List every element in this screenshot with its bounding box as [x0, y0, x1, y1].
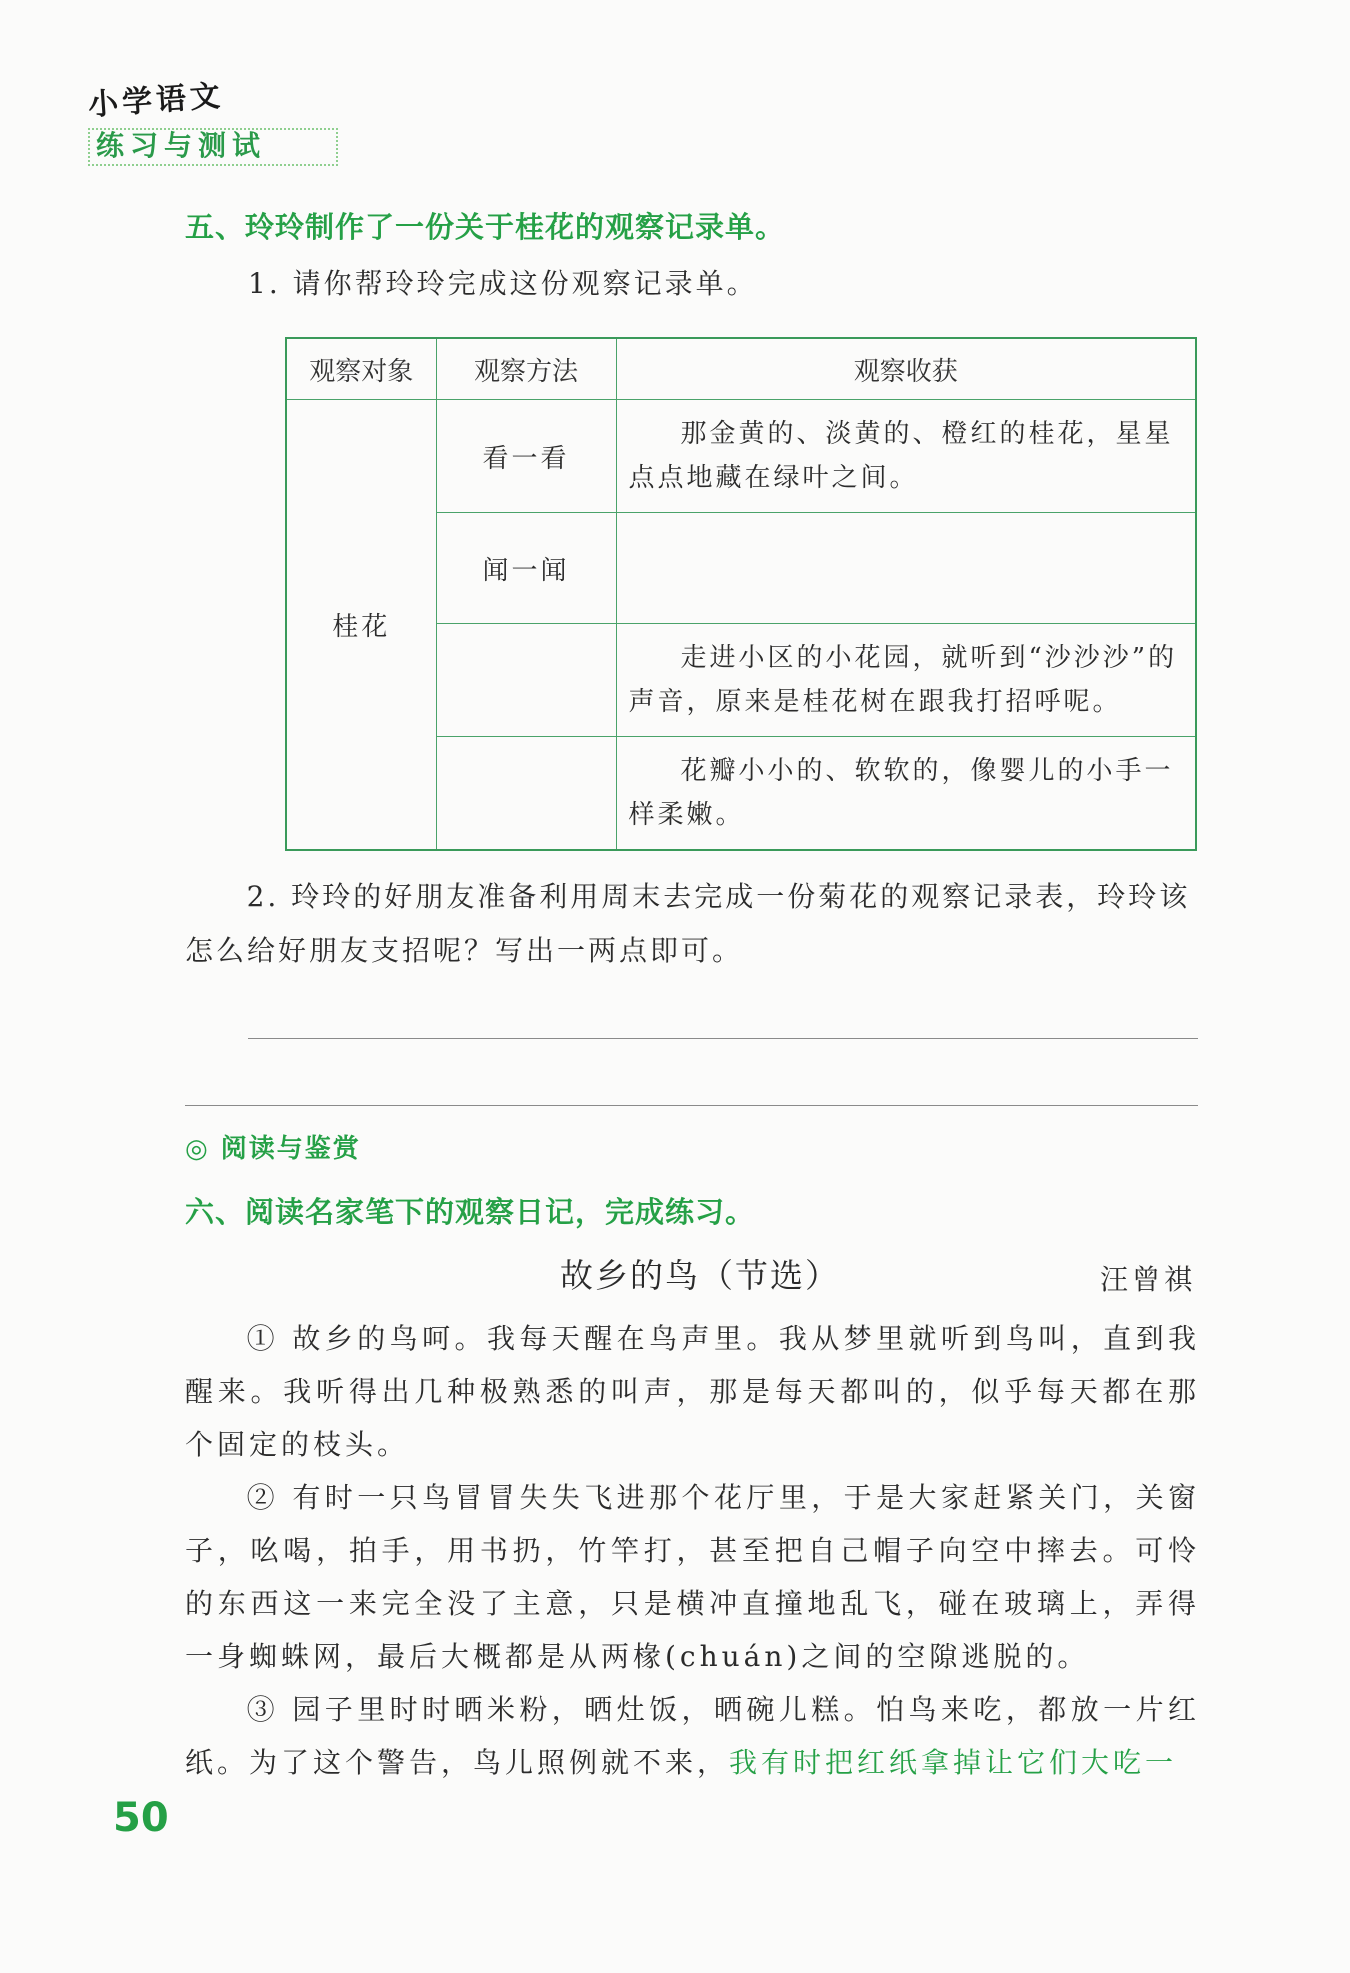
article-body: [185, 1312, 1200, 1789]
method-cell: 闻一闻: [436, 513, 616, 624]
gain-cell: 花瓣小小的、软软的，像婴儿的小手一样柔嫩。: [616, 737, 1196, 851]
header-object: 观察对象: [286, 338, 436, 400]
question-6-heading: 六、阅读名家笔下的观察日记，完成练习。: [185, 1195, 756, 1229]
table-header-row: [286, 338, 1196, 400]
answer-line[interactable]: [248, 1038, 1198, 1039]
method-answer-blank[interactable]: [436, 624, 616, 737]
question-5-heading: 五、玲玲制作了一份关于桂花的观察记录单。: [185, 210, 786, 244]
section-title-text: 阅读与鉴赏: [220, 1134, 361, 1164]
question-5-2-prompt: 2. 玲玲的好朋友准备利用周末去完成一份菊花的观察记录表，玲玲该怎么给好朋友支招呢？写出一两点即可。: [185, 880, 1191, 967]
paragraph-3: [185, 1683, 1200, 1789]
series-title: 小学语文: [87, 78, 226, 123]
article-title: 故乡的鸟（节选）: [560, 1256, 840, 1295]
observation-table: [285, 337, 1197, 851]
gain-cell: 那金黄的、淡黄的、橙红的桂花，星星点点地藏在绿叶之间。: [616, 400, 1196, 513]
method-answer-blank[interactable]: [436, 737, 616, 851]
paragraph-1: ① 故乡的鸟呵。我每天醒在鸟声里。我从梦里就听到鸟叫，直到我醒来。我听得出几种极熟悉的叫声，那是每天都叫的，似乎每天都在那个固定的枝头。: [185, 1322, 1200, 1461]
section-title: [185, 1128, 361, 1165]
question-5-1-prompt: 1. 请你帮玲玲完成这份观察记录单。: [248, 267, 758, 300]
paragraph-3-text: ③ 园子里时时晒米粉，晒灶饭，晒碗儿糕。怕鸟来吃，都放一片红纸。为了这个警告，鸟儿照例就不来，: [185, 1693, 1200, 1779]
series-subtitle: 练习与测试: [88, 128, 338, 166]
observed-object-cell: 桂花: [286, 400, 436, 851]
header-method: 观察方法: [436, 338, 616, 400]
gain-answer-blank[interactable]: [616, 513, 1196, 624]
double-circle-icon: ◎: [185, 1134, 210, 1164]
method-cell: 看一看: [436, 400, 616, 513]
header-gain: 观察收获: [616, 338, 1196, 400]
highlighted-sentence: 我有时把红纸拿掉让它们大吃一: [729, 1746, 1178, 1779]
table-row: [286, 400, 1196, 513]
article-author: 汪曾祺: [1100, 1263, 1197, 1296]
page-number: 50: [113, 1795, 169, 1841]
book-brand: [88, 80, 338, 166]
gain-cell: 走进小区的小花园，就听到“沙沙沙”的声音，原来是桂花树在跟我打招呼呢。: [616, 624, 1196, 737]
answer-line[interactable]: [185, 1105, 1198, 1106]
paragraph-2: ② 有时一只鸟冒冒失失飞进那个花厅里，于是大家赶紧关门，关窗子，吆喝，拍手，用书扔，竹竿打，甚至把自己帽子向空中摔去。可怜的东西这一来完全没了主意，只是横冲直撞地乱飞，碰在玻璃上，弄得一身蜘蛛网，最后大概都是从两椽(chuán)之间的空隙逃脱的。: [185, 1481, 1200, 1673]
